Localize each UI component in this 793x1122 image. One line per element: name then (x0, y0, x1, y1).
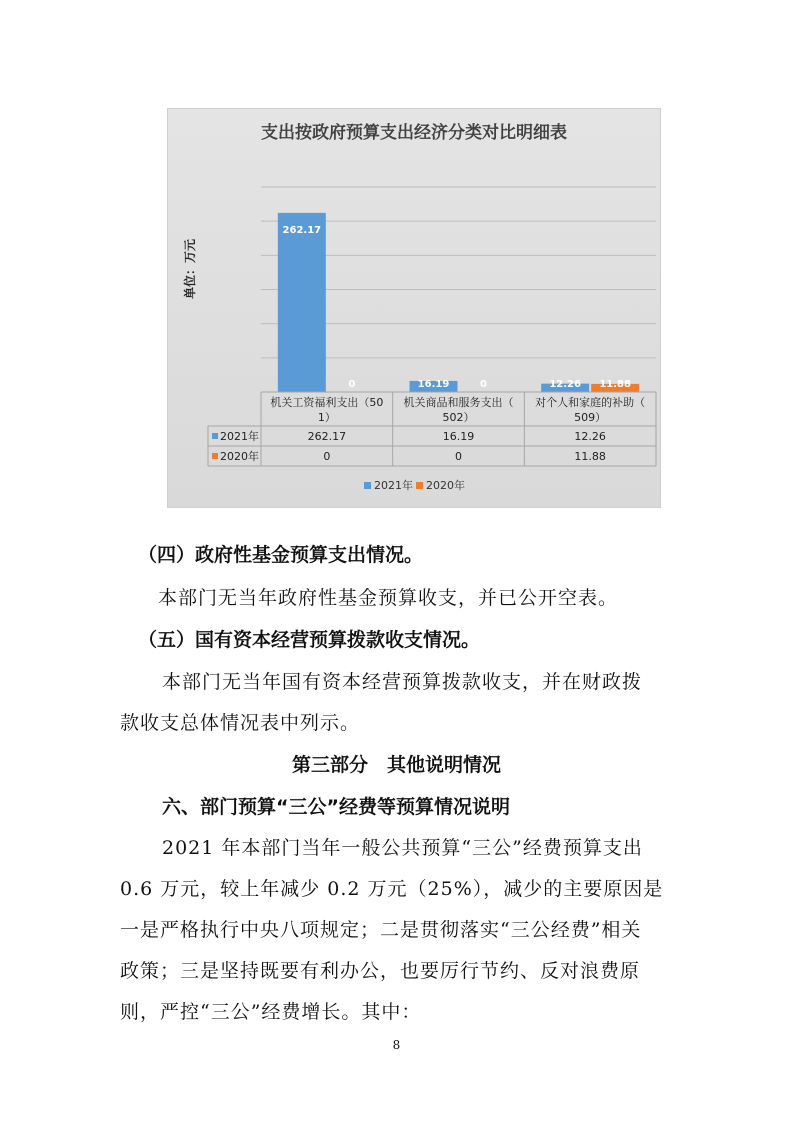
data-label: 262.17 (282, 224, 322, 236)
table-cell: 12.26 (574, 430, 606, 443)
data-label: 11.88 (599, 379, 631, 390)
section4-heading: （四）政府性基金预算支出情况。 (138, 544, 424, 566)
data-label: 16.19 (417, 379, 450, 390)
category-label: 机关工资福利支出（50 (270, 396, 384, 409)
data-label: 12.26 (549, 379, 581, 390)
category-label: 509） (574, 411, 607, 424)
legend-key (416, 482, 423, 489)
table-legend-key (212, 433, 218, 439)
table-series-label: 2020年 (220, 450, 259, 463)
section6-line-4: 政策；三是坚持既要有利办公，也要厉行节约、反对浪费原 (120, 960, 641, 982)
section6-line-1: 2021 年本部门当年一般公共预算“三公”经费预算支出 (162, 837, 643, 859)
table-cell: 11.88 (574, 450, 606, 463)
section5-body-line2: 款收支总体情况表中列示。 (120, 712, 361, 734)
chart-title: 支出按政府预算支出经济分类对比明细表 (261, 123, 567, 143)
bar-2021年-0 (278, 213, 326, 392)
chart-canvas (168, 109, 660, 507)
table-series-label: 2021年 (220, 430, 259, 443)
section6-line-5: 则，严控“三公”经费增长。其中： (120, 1001, 422, 1023)
budget-comparison-chart (167, 108, 661, 508)
section5-heading: （五）国有资本经营预算拨款收支情况。 (138, 629, 481, 651)
legend-key (364, 482, 371, 489)
section6-line-3: 一是严格执行中央八项规定；二是贯彻落实“三公经费”相关 (120, 919, 642, 941)
page-number: 8 (392, 1038, 401, 1052)
category-label: 1） (317, 411, 336, 424)
section6-line-2: 0.6 万元，较上年减少 0.2 万元（25%），减少的主要原因是 (120, 878, 664, 900)
data-label: 0 (348, 379, 356, 390)
table-cell: 262.17 (307, 430, 347, 443)
table-legend-key (212, 453, 218, 459)
legend-label: 2021年 (374, 479, 413, 492)
section6-heading: 六、部门预算“三公”经费等预算情况说明 (162, 796, 510, 818)
section4-body: 本部门无当年政府性基金预算收支，并已公开空表。 (158, 587, 619, 609)
table-cell: 0 (455, 450, 462, 463)
table-cell: 16.19 (442, 430, 475, 443)
legend-label: 2020年 (426, 479, 465, 492)
category-label: 对个人和家庭的补助（ (535, 396, 646, 409)
table-cell: 0 (323, 450, 331, 463)
y-axis-label: 单位：万元 (183, 238, 197, 300)
part3-title: 第三部分 其他说明情况 (291, 754, 501, 776)
category-label: 机关商品和服务支出（ (403, 396, 514, 409)
data-label: 0 (480, 379, 487, 390)
category-label: 502） (442, 411, 475, 424)
section5-body-line1: 本部门无当年国有资本经营预算拨款收支，并在财政拨 (162, 671, 643, 693)
